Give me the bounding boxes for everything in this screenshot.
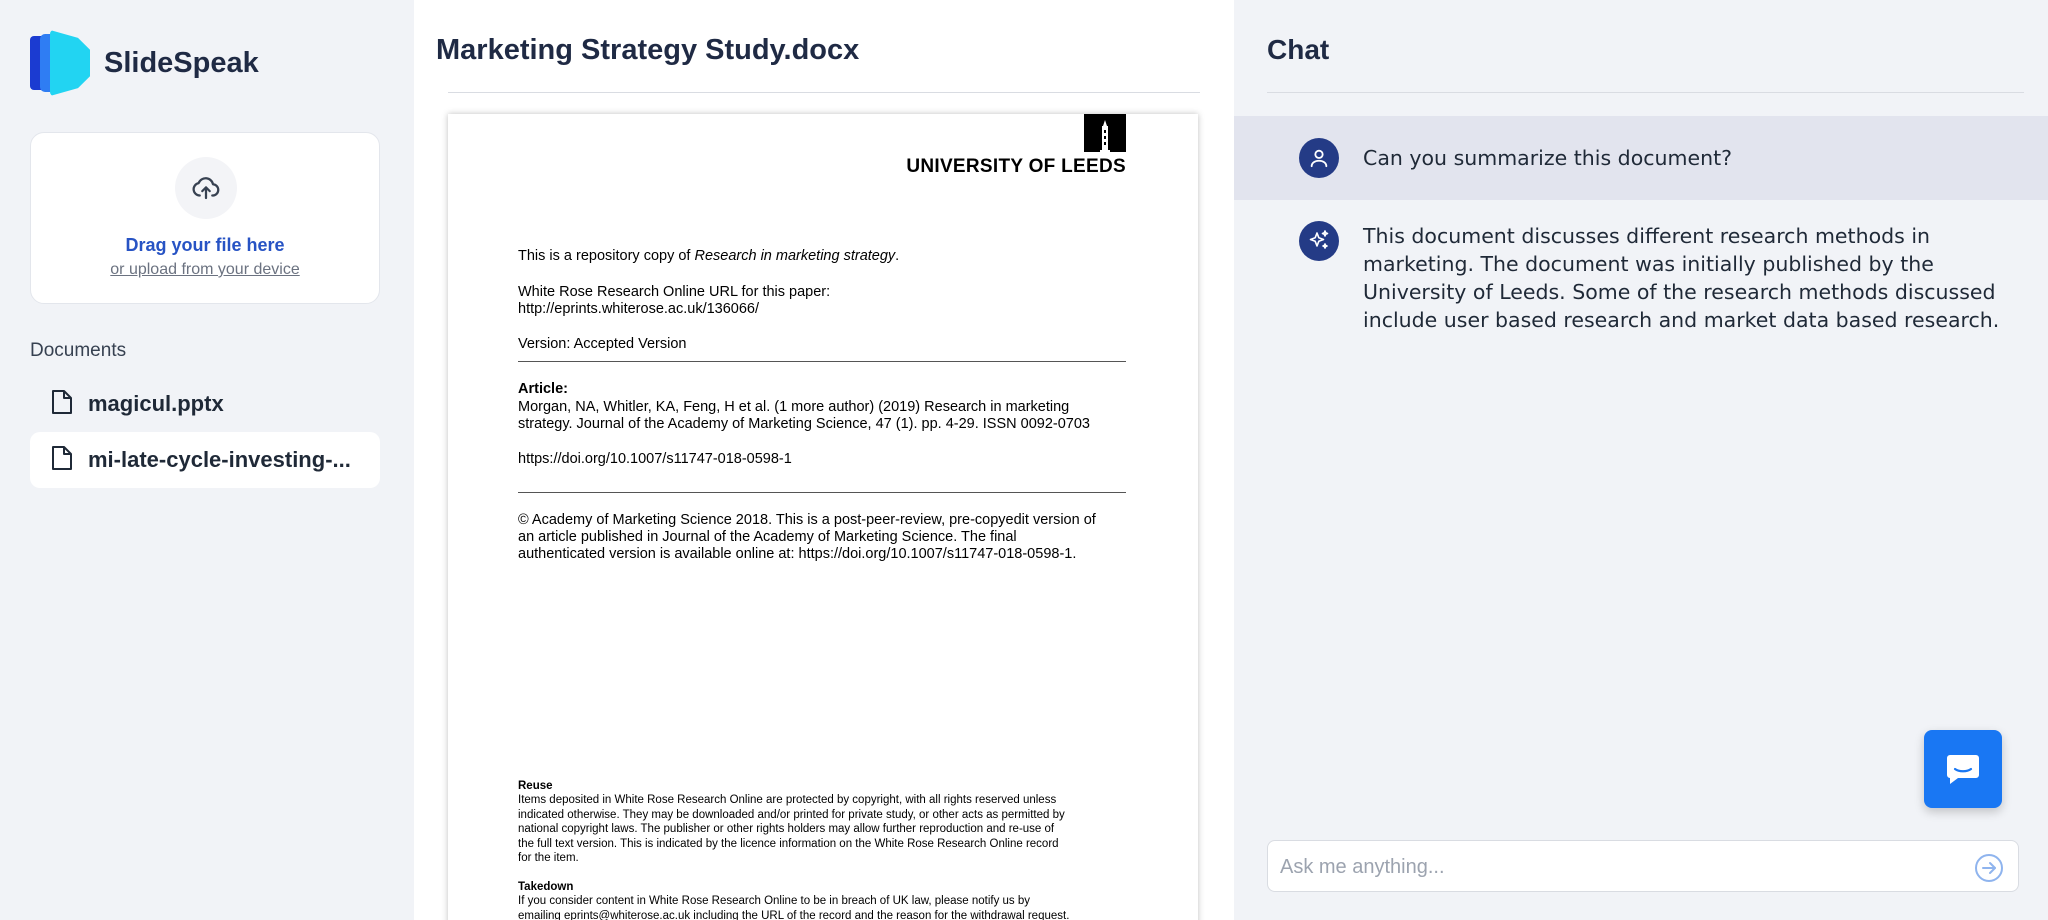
sparkles-icon — [1299, 221, 1339, 261]
reuse-line: indicated otherwise. They may be downloaded and/or printed for private study, or other acts as permitted by — [518, 809, 1065, 821]
reuse-line: Items deposited in White Rose Research Online are protected by copyright, with all rights reserved unless — [518, 794, 1057, 806]
document-page[interactable] — [448, 114, 1198, 920]
send-button[interactable] — [1974, 853, 2004, 883]
repository-copy-line: This is a repository copy of Research in marketing strategy. — [518, 248, 900, 264]
paper-url: http://eprints.whiterose.ac.uk/136066/ — [518, 301, 760, 317]
document-item-label: magicul.pptx — [88, 391, 224, 416]
copyright-line: authenticated version is available online at: https://doi.org/10.1007/s11747-018-0598-1. — [518, 546, 1077, 562]
documents-heading: Documents — [30, 340, 127, 361]
chat-panel — [1234, 0, 2048, 920]
divider — [518, 492, 1126, 493]
chat-bubble-icon — [1944, 751, 1982, 787]
file-icon — [50, 444, 74, 477]
chat-title: Chat — [1267, 34, 1330, 65]
dropzone-title: Drag your file here — [125, 235, 285, 255]
document-item-label: mi-late-cycle-investing-... — [88, 447, 351, 472]
chat-input[interactable] — [1280, 851, 1960, 883]
document-title: Marketing Strategy Study.docx — [436, 34, 860, 66]
assistant-message-line: University of Leeds. Some of the research methods discussed — [1363, 280, 1996, 304]
takedown-line: emailing eprints@whiterose.ac.uk including the URL of the record and the reason for the withdrawal request. — [518, 910, 1070, 920]
article-citation-line: Morgan, NA, Whitler, KA, Feng, H et al. (1 more author) (2019) Research in marketing — [518, 399, 1070, 415]
copyright-line: an article published in Journal of the Academy of Marketing Science. The final — [518, 529, 1017, 545]
assistant-message-line: marketing. The document was initially published by the — [1363, 252, 1934, 276]
assistant-message-line: This document discusses different research methods in — [1363, 224, 1931, 248]
chat-bubble-button[interactable] — [1924, 730, 2002, 808]
url-label: White Rose Research Online URL for this paper: — [518, 284, 831, 300]
university-name: UNIVERSITY OF LEEDS — [906, 156, 1126, 177]
copyright-line: © Academy of Marketing Science 2018. This is a post-peer-review, pre-copyedit version of — [518, 512, 1096, 528]
file-dropzone[interactable] — [30, 132, 380, 304]
arrow-right-circle-icon — [1974, 853, 2004, 883]
reuse-line: the full text version. This is indicated by the licence information on the White Rose Research Online record — [518, 838, 1059, 850]
article-citation-line: strategy. Journal of the Academy of Marketing Science, 47 (1). pp. 4-29. ISSN 0092-0703 — [518, 416, 1090, 432]
app-name: SlideSpeak — [104, 46, 259, 79]
doi-link: https://doi.org/10.1007/s11747-018-0598-1 — [518, 451, 792, 467]
reuse-heading: Reuse — [518, 780, 553, 792]
version-line: Version: Accepted Version — [518, 336, 687, 352]
upload-from-device-link[interactable]: or upload from your device — [110, 261, 300, 278]
takedown-line: If you consider content in White Rose Research Online to be in breach of UK law, please notify us by — [518, 895, 1031, 907]
article-heading: Article: — [518, 381, 568, 397]
cloud-upload-icon — [175, 157, 237, 219]
document-viewer — [414, 0, 1234, 920]
reuse-line: for the item. — [518, 852, 579, 864]
takedown-heading: Takedown — [518, 881, 574, 893]
file-icon — [50, 388, 74, 421]
user-message-text: Can you summarize this document? — [1363, 146, 1732, 170]
divider — [448, 92, 1200, 93]
document-item-magicul[interactable] — [30, 376, 380, 432]
user-message — [1234, 116, 2048, 200]
user-icon — [1299, 138, 1339, 178]
assistant-message-line: include user based research and market data based research. — [1363, 308, 2000, 332]
university-seal-logo — [1084, 114, 1126, 152]
logo[interactable] — [30, 30, 259, 96]
document-item-mi-late-cycle[interactable] — [30, 432, 380, 488]
slidespeak-logo-icon — [30, 30, 92, 96]
sidebar — [0, 0, 414, 920]
chat-input-box — [1267, 840, 2019, 892]
divider — [1267, 92, 2024, 93]
divider — [518, 361, 1126, 362]
reuse-line: national copyright laws. The publisher or other rights holders may allow further reproduction and re-use of — [518, 823, 1055, 835]
paper-title: Research in marketing strategy — [694, 248, 896, 264]
